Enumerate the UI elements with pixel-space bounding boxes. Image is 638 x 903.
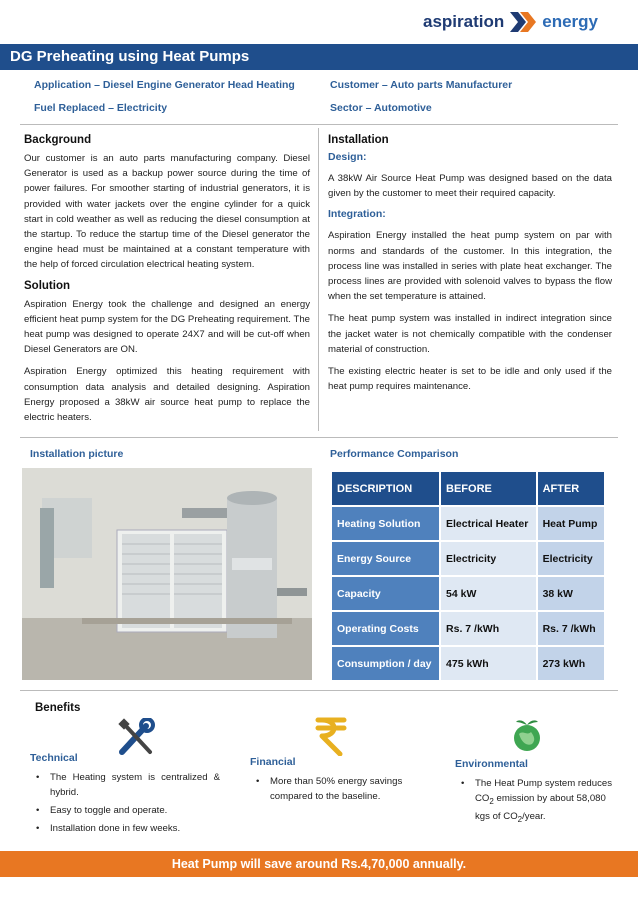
list-item bbox=[455, 776, 615, 827]
technical-heading: Technical bbox=[30, 752, 78, 764]
integration-text-2: The heat pump system was installed in indirect integration since the jacket water is not chemically compatible with the condenser material of construction. bbox=[328, 313, 612, 355]
table-cell: Electricity bbox=[440, 541, 537, 576]
rupee-icon bbox=[314, 716, 348, 756]
solution-text-1: Aspiration Energy took the challenge and designed an energy efficient heat pump system for the DG Preheating requirement. The heat pump was designed to operate 24X7 and will be cut-off when Diesel Generators are ON. bbox=[24, 298, 310, 356]
footer-text: Heat Pump will save around Rs.4,70,000 annually. bbox=[171, 857, 467, 871]
installation-picture-label: Installation picture bbox=[30, 448, 124, 460]
co2-subscript: 2 bbox=[517, 814, 523, 824]
list-item: • Installation done in few weeks. bbox=[30, 821, 220, 836]
table-cell: Electrical Heater bbox=[440, 506, 537, 541]
logo-text-energy: energy bbox=[542, 12, 598, 31]
table-cell: Rs. 7 /kWh bbox=[537, 611, 605, 646]
page-title: DG Preheating using Heat Pumps bbox=[10, 48, 250, 65]
performance-table bbox=[330, 470, 606, 682]
header-before: BEFORE bbox=[440, 471, 537, 506]
benefits-heading: Benefits bbox=[35, 702, 81, 714]
background-text: Our customer is an auto parts manufacturing company. Diesel Generator is used as a backup power source during the time of power failures. For smoother starting of industrial generators, it is provided with water jackets over the engine cylinder for a quick start in cold weather as well as reducing the diesel consumption at the startup. To reduce the startup time of the Diesel generator the engine head must be maintained at a constant temperature with the help of forced circulation electrical heating system. bbox=[24, 153, 310, 271]
installation-heading: Installation bbox=[328, 134, 389, 146]
financial-heading: Financial bbox=[250, 756, 296, 768]
list-item: • More than 50% energy savings compared to the baseline. bbox=[250, 774, 420, 804]
divider-middle bbox=[20, 437, 618, 438]
divider-bottom bbox=[20, 690, 618, 691]
table-cell: Consumption / day bbox=[331, 646, 440, 681]
integration-text-3: The existing electric heater is set to be idle and only used if the heat pump requires maintenance. bbox=[328, 366, 612, 393]
table-cell: Electricity bbox=[537, 541, 605, 576]
table-cell: 54 kW bbox=[440, 576, 537, 611]
co2-subscript: 2 bbox=[489, 796, 494, 806]
table-row bbox=[331, 506, 605, 541]
integration-heading: Integration: bbox=[328, 208, 386, 221]
environmental-heading: Environmental bbox=[455, 758, 528, 770]
benefit-technical bbox=[30, 752, 220, 839]
header-after: AFTER bbox=[537, 471, 605, 506]
benefit-financial bbox=[250, 756, 420, 807]
table-row bbox=[331, 541, 605, 576]
co2-text-suffix: /year. bbox=[522, 810, 546, 822]
installation-photo bbox=[22, 468, 312, 680]
background-heading: Background bbox=[24, 134, 92, 146]
design-text: A 38kW Air Source Heat Pump was designed based on the data given by the customer to meet their required capacity. bbox=[328, 173, 612, 200]
company-logo bbox=[423, 10, 598, 34]
table-row bbox=[331, 576, 605, 611]
design-heading: Design: bbox=[328, 151, 367, 163]
benefit-environmental bbox=[455, 758, 615, 830]
table-cell: 38 kW bbox=[537, 576, 605, 611]
sector-label: Sector – Automotive bbox=[330, 102, 432, 114]
application-label: Application – Diesel Engine Generator Head Heating bbox=[34, 79, 295, 91]
table-row bbox=[331, 611, 605, 646]
eco-globe-icon bbox=[510, 716, 544, 754]
co2-text-mid: emission by about 58,080 kgs of CO bbox=[475, 793, 606, 822]
table-cell: Energy Source bbox=[331, 541, 440, 576]
divider-top bbox=[20, 124, 618, 125]
table-cell: Heating Solution bbox=[331, 506, 440, 541]
co2-text-prefix: The Heat Pump system reduces CO bbox=[475, 778, 613, 804]
environmental-list bbox=[455, 776, 615, 827]
table-cell: 475 kWh bbox=[440, 646, 537, 681]
fuel-label: Fuel Replaced – Electricity bbox=[34, 102, 168, 114]
table-row bbox=[331, 646, 605, 681]
financial-list bbox=[250, 774, 420, 804]
left-column bbox=[24, 134, 310, 432]
footer-banner bbox=[0, 851, 638, 877]
solution-text-2: Aspiration Energy optimized this heating requirement with consumption data analysis and detailed designing. Aspiration Energy proposed a 38kW air source heat pump to replace the electric heaters. bbox=[24, 366, 310, 424]
right-column bbox=[328, 134, 612, 401]
list-item: • Easy to toggle and operate. bbox=[30, 803, 220, 818]
performance-label: Performance Comparison bbox=[330, 448, 459, 460]
integration-text-1: Aspiration Energy installed the heat pump system on par with norms and standards of the customer. In this integration, the process line was installed in series with plate heat exchanger. The process lines are provided with solenoid valves to bypass the flow when the set temperature is attained. bbox=[328, 230, 612, 303]
solution-heading: Solution bbox=[24, 279, 70, 292]
title-bar bbox=[0, 44, 638, 70]
table-cell: Capacity bbox=[331, 576, 440, 611]
logo-text-aspiration: aspiration bbox=[423, 12, 505, 31]
table-cell: Heat Pump bbox=[537, 506, 605, 541]
divider-vertical bbox=[318, 128, 319, 431]
list-item: • The Heating system is centralized & hybrid. bbox=[30, 770, 220, 800]
chevron-logo-icon bbox=[508, 10, 538, 34]
technical-list bbox=[30, 770, 220, 836]
header-description: DESCRIPTION bbox=[331, 471, 440, 506]
table-cell: Operating Costs bbox=[331, 611, 440, 646]
table-cell: 273 kWh bbox=[537, 646, 605, 681]
customer-label: Customer – Auto parts Manufacturer bbox=[330, 79, 513, 91]
table-cell: Rs. 7 /kWh bbox=[440, 611, 537, 646]
table-header-row bbox=[331, 471, 605, 506]
